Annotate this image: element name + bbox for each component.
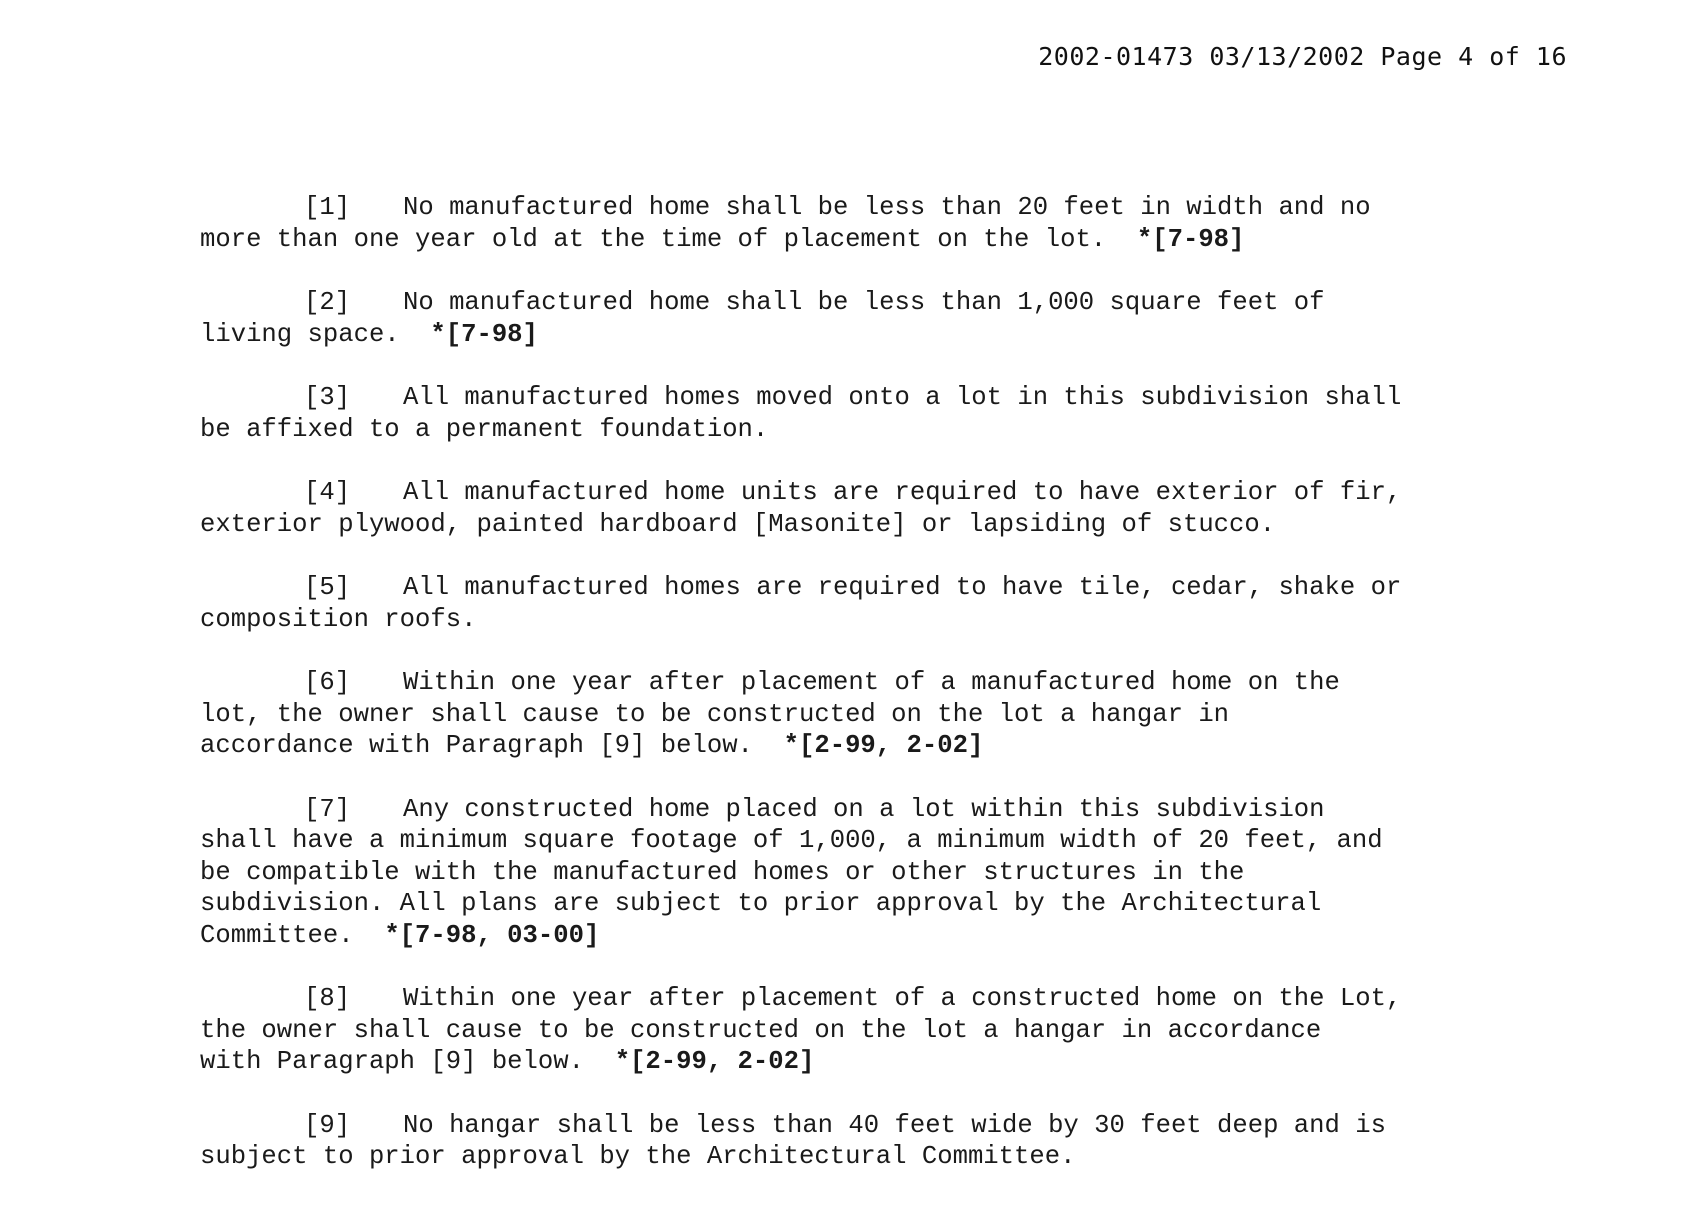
clause-text: No hangar shall be less than 40 feet wide by 30 feet deep and is subject to prior approval by the Architectural Committee. [200,1110,1386,1171]
clause-9 [200,1110,1520,1173]
clause-7 [200,794,1520,952]
amendment-reference: *[2-99, 2-02] [614,1047,815,1076]
clause-3 [200,382,1520,445]
clause-text: Within one year after placement of a manufactured home on the lot, the owner shall cause to be constructed on the lot a hangar in accordance with Paragraph [9] below. [200,668,1340,760]
clause-number: [4] [304,478,351,507]
clause-text: All manufactured homes are required to have tile, cedar, shake or composition roofs. [200,573,1402,634]
clause-6 [200,667,1520,762]
clause-list [200,192,1520,1205]
clause-text: No manufactured home shall be less than 20 feet in width and no more than one year old at the time of placement on the lot. [200,193,1371,254]
clause-text: All manufactured home units are required to have exterior of fir, exterior plywood, painted hardboard [Masonite] or lapsiding of stucco. [200,478,1402,539]
clause-number: [3] [304,383,351,412]
clause-number: [7] [304,794,351,824]
clause-8 [200,983,1520,1078]
clause-number: [6] [304,668,351,697]
clause-5 [200,572,1520,635]
clause-text: All manufactured homes moved onto a lot in this subdivision shall be affixed to a permanent foundation. [200,383,1402,444]
clause-text: Within one year after placement of a constructed home on the Lot, the owner shall cause to be constructed on the lot a hangar in accordance with Paragraph [9] below. [200,984,1402,1076]
clause-number: [1] [304,193,351,222]
clause-text: No manufactured home shall be less than 1,000 square feet of living space. [200,288,1325,349]
clause-4 [200,477,1520,540]
clause-number: [9] [304,1110,351,1140]
clause-1 [200,192,1520,255]
clause-number: [2] [304,288,351,317]
amendment-reference: *[7-98, 03-00] [384,920,600,950]
clause-text: Any constructed home placed on a lot within this subdivision shall have a minimum square footage of 1,000, a minimum width of 20 feet, and be compatible with the manufactured homes or other structures in the subdivision. All plans are subject to prior approval by the Architectural Committee. [200,794,1383,950]
amendment-reference: *[7-98] [430,319,538,349]
amendment-reference: *[7-98] [1136,224,1245,254]
recording-stamp: 2002-01473 03/13/2002 Page 4 of 16 [1038,42,1567,71]
amendment-reference: *[2-99, 2-02] [783,731,984,760]
clause-number: [8] [304,984,351,1013]
clause-number: [5] [304,573,351,602]
clause-2 [200,287,1520,350]
